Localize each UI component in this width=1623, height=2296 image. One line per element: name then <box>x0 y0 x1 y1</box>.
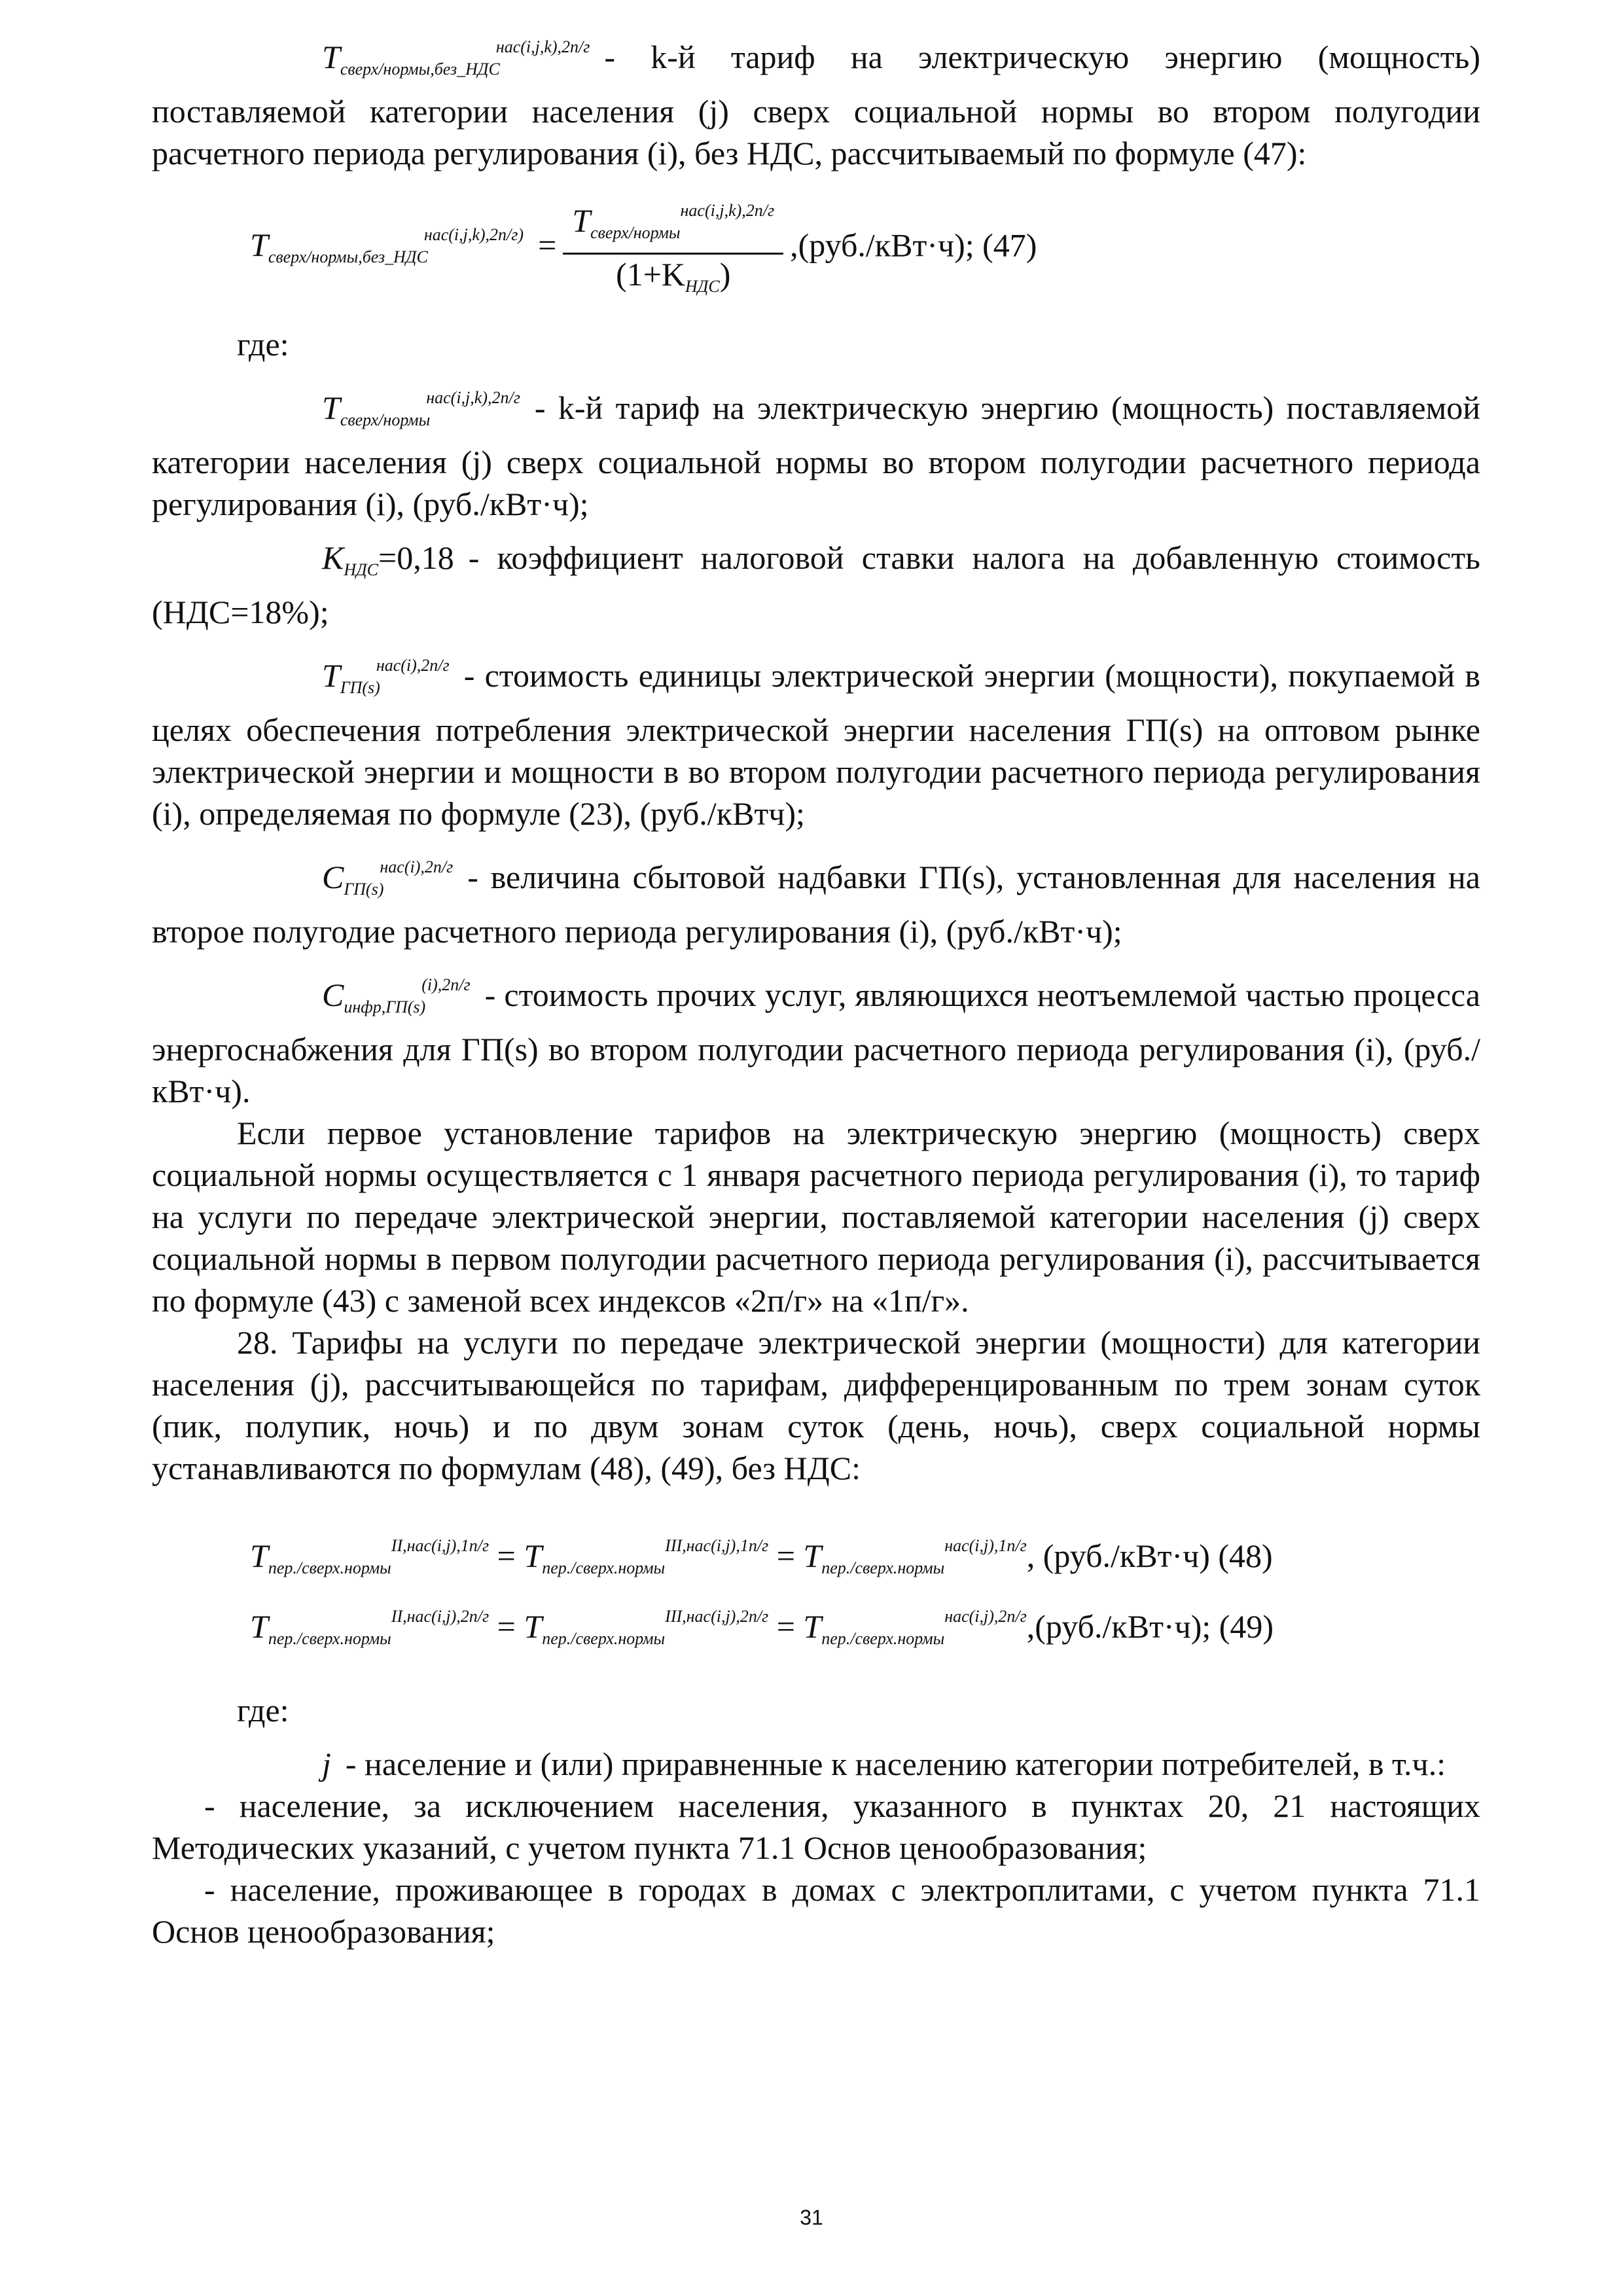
definition-energy-cost <box>152 645 1480 834</box>
paragraph-28: 28. Тарифы на услуги по передаче электрической энергии (мощности) для категории населения (j), рассчитывающейся по тарифам, дифференцированным по трем зонам суток (пик, полупик, ночь) и по двум зонам суток (день, ночь), сверх социальной нормы устанавливаются по формулам (48), (49), без НДС: <box>152 1324 1480 1486</box>
definition-text: - стоимость прочих услуг, являющихся неотъемлемой частью процесса энергоснабжения для ГП(s) во втором полугодии расчетного периода регулирования (i), (руб./кВт·ч). <box>152 977 1480 1109</box>
symbol-infrastructure-cost: $C_{инфр,ГП(s)}^{(i),2п/г}$ <box>322 975 471 1016</box>
bullet-electric-stoves: - население, проживающее в городах в домах с электроплитами, с учетом пункта 71.1 Основ ценообразования; <box>152 1871 1480 1950</box>
formula-49: $T_{пер./сверх.нормы}^{II,нас(i,j),2п/г} = T_{пер./сверх.нормы}^{III,нас(i,j),2п/г} = T_{пер./сверх.нормы}^{нас(i,j),2п/г},(руб./кВт\cdot ч)$; (49) <box>250 1607 1274 1648</box>
symbol-j: j <box>322 1746 331 1782</box>
definition-infrastructure-cost <box>152 964 1480 1112</box>
definition-sales-markup <box>152 846 1480 952</box>
definition-text: - k-й тариф на электрическую энергию (мощность) поставляемой категории населения (j) сверх социальной нормы во втором полугодии расчетного периода регулирования (i), (руб./кВт·ч); <box>152 389 1480 522</box>
page-content <box>152 26 1480 1952</box>
formula-47-fraction <box>563 191 783 306</box>
page-number: 31 <box>800 2206 823 2229</box>
formula-47-lhs: $T_{сверх/нормы,без\_НДС}^{нас(i,j,k),2п/г)}$ <box>250 225 524 267</box>
symbol-sales-markup: $C_{ГП(s)}^{нас(i),2п/г}$ <box>322 857 454 899</box>
where-label-2: где: <box>237 1692 289 1729</box>
formula-47-units: ,(руб./кВт·ч); (47) <box>790 226 1037 264</box>
where-label: где: <box>237 326 289 363</box>
definition-j <box>152 1743 1480 1785</box>
symbol-energy-cost: $T_{ГП(s)}^{нас(i),2п/г}$ <box>322 656 450 697</box>
tariff-definition-paragraph <box>152 26 1480 174</box>
definition-text: - стоимость единицы электрической энергии (мощности), покупаемой в целях обеспечения потребления электрической энергии населения ГП(s) на оптовом рынке электрической энергии и мощности в во втором полугодии расчетного периода регулирования (i), определяемая по формуле (23), (руб./кВтч); <box>152 657 1480 832</box>
formula-47-equals: = <box>538 226 557 264</box>
formula-47-denominator: $(1+K_{НДС})$ <box>616 256 731 296</box>
formula-47 <box>250 191 1480 306</box>
tariff-definition-text: - k-й тариф на электрическую энергию (мощность) поставляемой категории населения (j) сверх социальной нормы во втором полугодии расчетного периода регулирования (i), без НДС, рассчитываемый по формуле (47): <box>152 39 1480 171</box>
formula-48: $T_{пер./сверх.нормы}^{II,нас(i,j),1п/г} = T_{пер./сверх.нормы}^{III,нас(i,j),1п/г} = T_{пер./сверх.нормы}^{нас(i,j),1п/г}$, (руб./кВт·ч) (48) <box>250 1536 1273 1577</box>
formula-47-numerator: $T_{сверх/нормы}^{нас(i,j,k),2п/г}$ <box>563 191 783 255</box>
paragraph-first-setting: Если первое установление тарифов на электрическую энергию (мощность) сверх социальной нормы осуществляется с 1 января расчетного периода регулирования (i), то тариф на услуги по передаче электрической энергии, поставляемой категории населения (j) сверх социальной нормы в первом полугодии расчетного периода регулирования (i), рассчитывается по формуле (43) с заменой всех индексов «2п/г» на «1п/г». <box>152 1115 1480 1319</box>
definition-text: - население и (или) приравненные к населению категории потребителей, в т.ч.: <box>345 1746 1446 1782</box>
symbol-vat-coefficient: $K_{НДС}=0,18$ <box>322 539 454 579</box>
definition-text: - коэффициент налоговой ставки налога на добавленную стоимость (НДС=18%); <box>152 539 1480 630</box>
bullet-population: - население, за исключением населения, указанного в пунктах 20, 21 настоящих Методических указаний, с учетом пункта 71.1 Основ ценообразования; <box>152 1787 1480 1866</box>
definition-tariff-above-norm <box>152 377 1480 525</box>
definition-text: - величина сбытовой надбавки ГП(s), установленная для населения на второе полугодие расчетного периода регулирования (i), (руб./кВт·ч); <box>152 859 1480 950</box>
symbol-tariff-above-norm: $T_{сверх/нормы}^{нас(i,j,k),2п/г}$ <box>322 388 520 429</box>
tariff-symbol: $T_{сверх/нормы,без\_НДС}^{нас(i,j,k),2п/г}$ <box>322 37 590 79</box>
formulas-48-49 <box>250 1522 1480 1663</box>
definition-vat-coefficient <box>152 537 1480 633</box>
